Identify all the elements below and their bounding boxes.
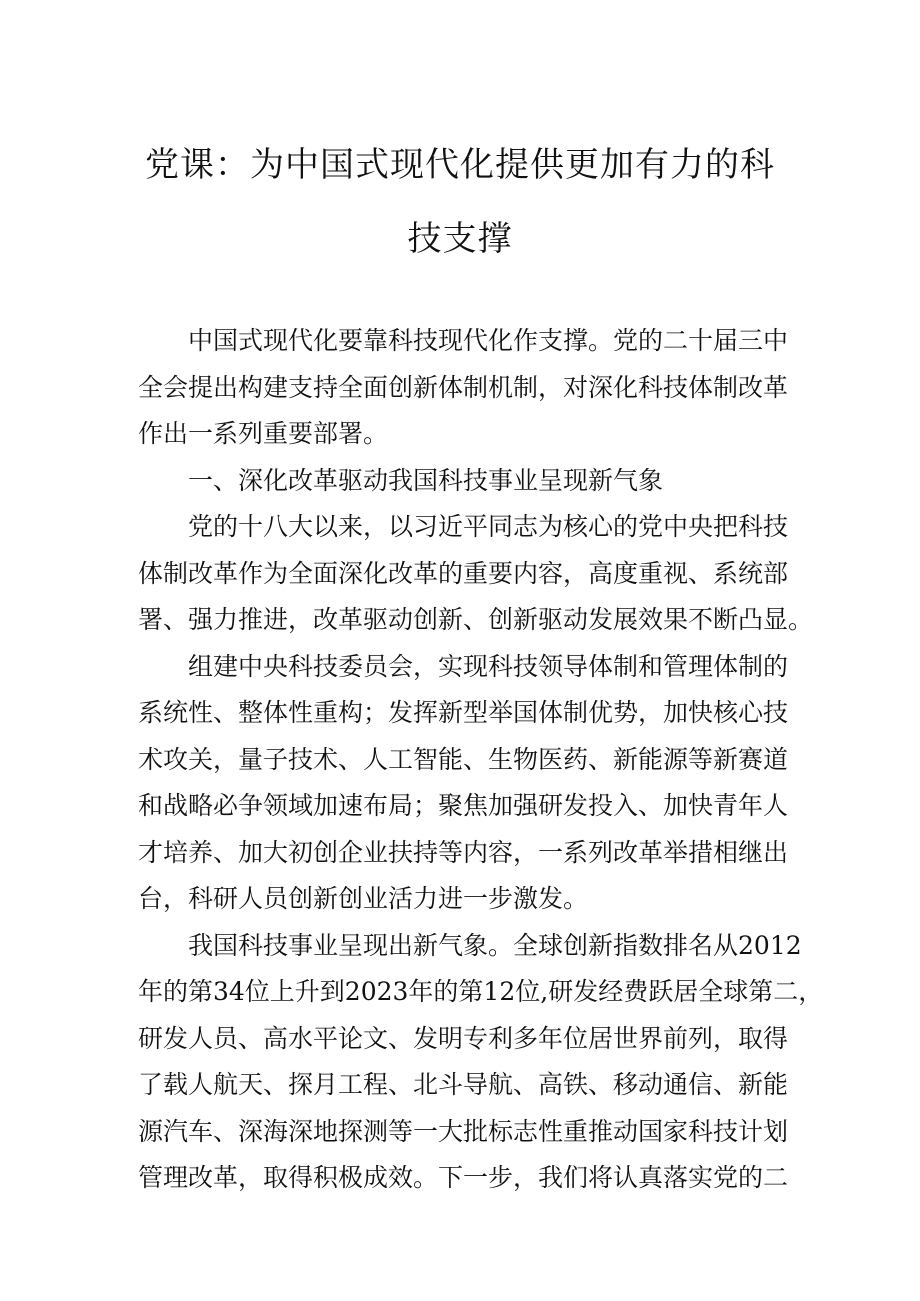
body-line-16: 研发人员、高水平论文、发明专利多年位居世界前列，取得: [138, 1023, 789, 1053]
body-line-17: 了载人航天、探月工程、北斗导航、高铁、移动通信、新能: [138, 1070, 789, 1099]
body-line-9: 系统性、整体性重构；发挥新型举国体制优势，加快核心技: [138, 698, 789, 727]
body-line-5: 党的十八大以来，以习近平同志为核心的党中央把科技: [188, 512, 789, 541]
document-title-line-1: 党课：为中国式现代化提供更加有力的科: [145, 145, 775, 185]
body-line-11: 和战略必争领域加速布局；聚焦加强研发投入、加快青年人: [138, 791, 789, 820]
body-line-3: 作出一系列重要部署。: [138, 419, 389, 448]
document-title-line-2: 技支撑: [407, 219, 513, 259]
body-line-18: 源汽车、深海深地探测等一大批标志性重推动国家科技计划: [138, 1116, 789, 1146]
body-line-6: 体制改革作为全面深化改革的重要内容，高度重视、系统部: [138, 558, 789, 588]
body-line-19: 管理改革，取得积极成效。下一步，我们将认真落实党的二: [138, 1163, 789, 1192]
document-body: [138, 318, 824, 1202]
body-line-15: 年的第34位上升到2023年的第12位,研发经费跃居全球第二，: [138, 977, 824, 1006]
body-line-2: 全会提出构建支持全面创新体制机制，对深化科技体制改革: [138, 372, 789, 402]
body-line-1: 中国式现代化要靠科技现代化作支撑。党的二十届三中: [188, 326, 789, 355]
section-heading-1: 一、深化改革驱动我国科技事业呈现新气象: [188, 465, 664, 495]
body-line-14: 我国科技事业呈现出新气象。全球创新指数排名从2012: [188, 930, 802, 960]
body-line-12: 才培养、加大初创企业扶持等内容，一系列改革举措相继出: [138, 837, 789, 867]
body-line-13: 台，科研人员创新创业活力进一步激发。: [138, 884, 589, 913]
body-line-10: 术攻关，量子技术、人工智能、生物医药、新能源等新赛道: [138, 744, 789, 774]
body-line-7: 署、强力推进，改革驱动创新、创新驱动发展效果不断凸显。: [138, 605, 814, 634]
body-line-8: 组建中央科技委员会，实现科技领导体制和管理体制的: [188, 651, 789, 681]
